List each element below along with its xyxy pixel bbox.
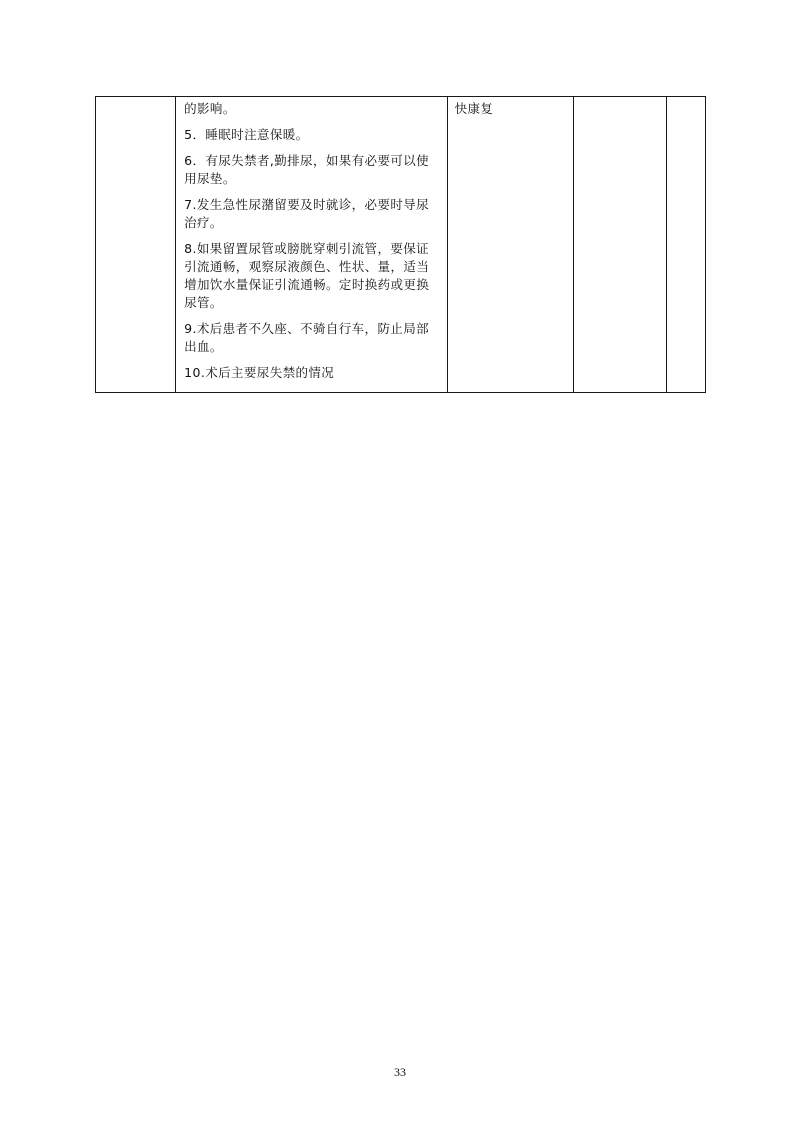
table-cell-measures [176,97,447,393]
page-number: 33 [394,1065,406,1079]
table-cell-goal: 快康复 [447,97,573,393]
list-item: 7.发生急性尿潴留要及时就诊，必要时导尿治疗。 [184,197,430,230]
list-item: 9.术后患者不久座、不骑自行车，防止局部出血。 [184,321,430,354]
list-item: 10.术后主要尿失禁的情况 [184,365,335,380]
list-item: 的影响。 [184,101,236,116]
table-cell-blank [666,97,705,393]
list-item: 6．有尿失禁者,勤排尿，如果有必要可以使用尿垫。 [184,153,430,186]
list-item: 8.如果留置尿管或膀胱穿刺引流管，要保证引流通畅，观察尿液颜色、性状、量，适当增加饮水量保证引流通畅。定时换药或更换尿管。 [184,241,430,310]
list-item: 5．睡眠时注意保暖。 [184,127,309,142]
table-row [96,97,706,393]
table-cell-blank [573,97,666,393]
table-cell-category [96,97,176,393]
care-table [95,96,706,393]
